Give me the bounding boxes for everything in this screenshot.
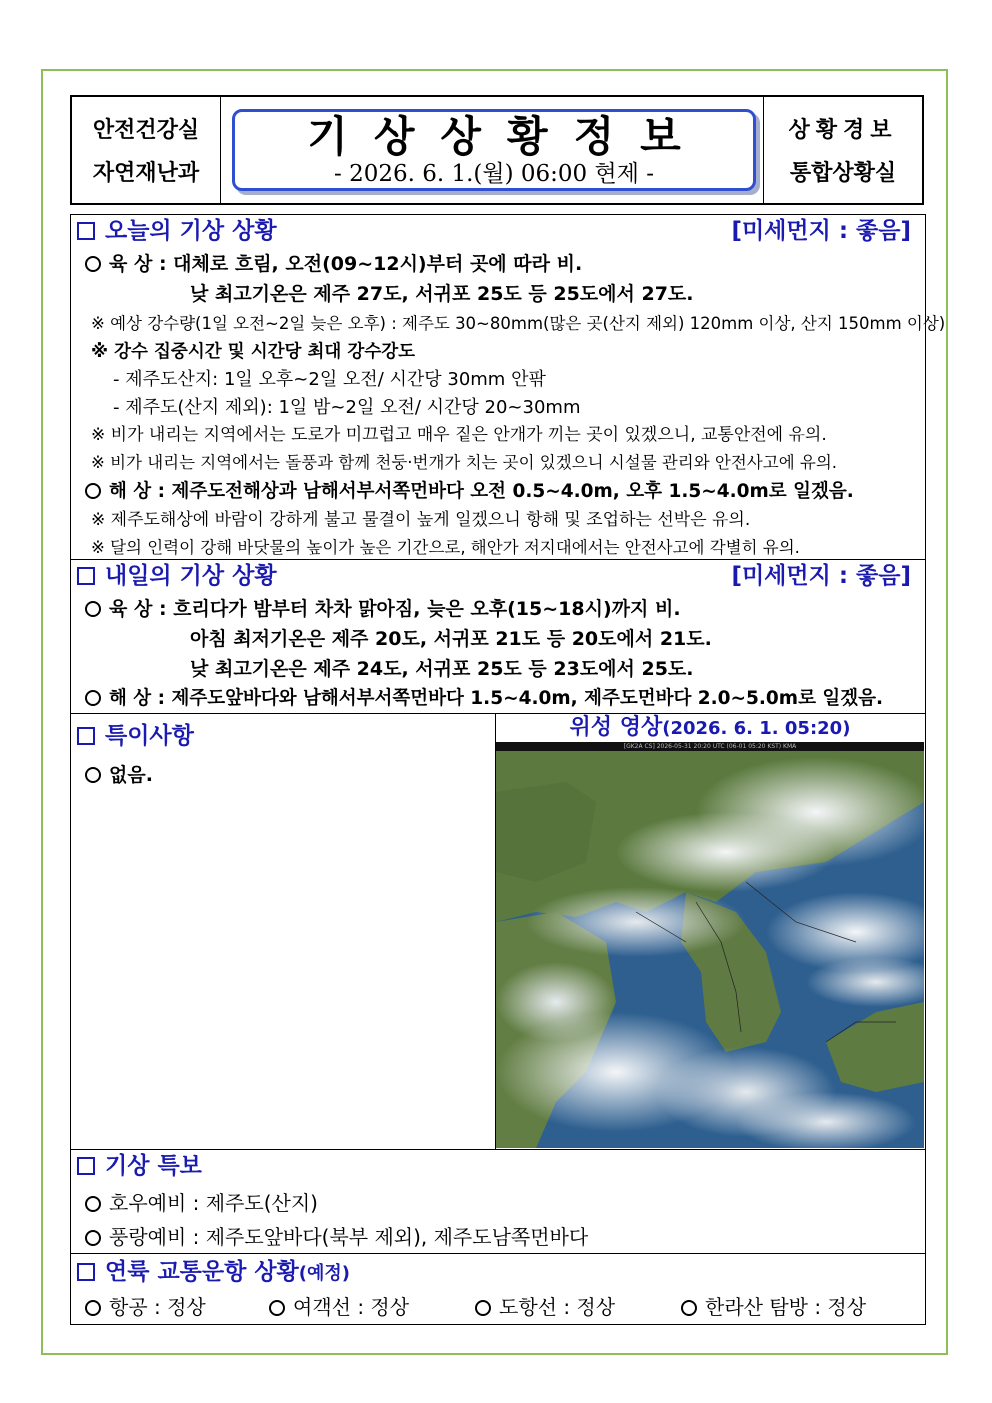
tomorrow-land-line3: 낮 최고기온은 제주 24도, 서귀포 25도 등 23도에서 25도. bbox=[190, 658, 694, 680]
special-title-text: 특이사항 bbox=[105, 723, 194, 749]
tomorrow-sea-row bbox=[85, 686, 883, 712]
satellite-title-text: 위성 영상 bbox=[569, 715, 663, 740]
department-block bbox=[72, 97, 221, 203]
office-line2: 통합상황실 bbox=[789, 161, 897, 186]
circle-bullet-icon bbox=[85, 690, 101, 706]
tomorrow-section bbox=[70, 559, 926, 714]
warnings-item2 bbox=[85, 1224, 588, 1250]
header-box bbox=[70, 95, 924, 205]
circle-bullet-icon bbox=[681, 1300, 697, 1316]
circle-bullet-icon bbox=[85, 1196, 101, 1212]
special-item-text: 없음. bbox=[109, 764, 153, 786]
transport-hallasan bbox=[681, 1294, 866, 1320]
circle-bullet-icon bbox=[85, 256, 101, 272]
transport-air bbox=[85, 1294, 206, 1320]
special-item bbox=[85, 762, 153, 788]
special-title bbox=[77, 722, 194, 750]
transport-port-text: 도항선 : 정상 bbox=[499, 1295, 616, 1319]
transport-title-suffix: (예정) bbox=[298, 1263, 350, 1284]
checkbox-square-icon bbox=[77, 1157, 95, 1175]
warnings-title bbox=[77, 1152, 202, 1180]
today-land-line2: 낮 최고기온은 제주 27도, 서귀포 25도 등 25도에서 27도. bbox=[190, 283, 694, 305]
today-land-line1: 대체로 흐림, 오전(09~12시)부터 곳에 따라 비. bbox=[173, 253, 583, 275]
checkbox-square-icon bbox=[77, 1263, 95, 1281]
transport-title bbox=[77, 1258, 350, 1288]
warnings-item1 bbox=[85, 1190, 318, 1216]
transport-ferry-text: 여객선 : 정상 bbox=[293, 1295, 410, 1319]
circle-bullet-icon bbox=[269, 1300, 285, 1316]
satellite-time: (2026. 6. 1. 05:20) bbox=[662, 718, 851, 739]
checkbox-square-icon bbox=[77, 727, 95, 745]
tomorrow-title-text: 내일의 기상 상황 bbox=[105, 563, 277, 589]
land-label: 육 상 : bbox=[109, 598, 167, 620]
satellite-title bbox=[496, 714, 924, 743]
today-dust: [미세먼지 : 좋음] bbox=[731, 218, 911, 244]
transport-ferry bbox=[269, 1294, 409, 1320]
checkbox-square-icon bbox=[77, 222, 95, 240]
page-title: 기상상황정보 bbox=[307, 112, 707, 161]
today-note-fog: ※ 비가 내리는 지역에서는 도로가 미끄럽고 매우 짙은 안개가 끼는 곳이 있겠으니, 교통안전에 유의. bbox=[91, 425, 827, 445]
tomorrow-sea-line: 제주도앞바다와 남해서부서쪽먼바다 1.5~4.0m, 제주도먼바다 2.0~5.0m로 일겠음. bbox=[171, 688, 884, 709]
today-note-wind: ※ 제주도해상에 바람이 강하게 불고 물결이 높게 일겠으니 항해 및 조업하는 선박은 유의. bbox=[91, 510, 751, 530]
land-label: 육 상 : bbox=[109, 253, 167, 275]
today-note-intense: ※ 강수 집중시간 및 시간당 최대 강수강도 bbox=[91, 342, 416, 362]
transport-port bbox=[475, 1294, 615, 1320]
department-line2: 자연재난과 bbox=[92, 161, 200, 186]
warnings-item1-text: 호우예비 : 제주도(산지) bbox=[109, 1191, 318, 1215]
department-line1: 안전건강실 bbox=[92, 118, 200, 143]
office-block bbox=[763, 97, 922, 203]
transport-air-text: 항공 : 정상 bbox=[109, 1295, 206, 1319]
today-note-tide: ※ 달의 인력이 강해 바닷물의 높이가 높은 기간으로, 해안가 저지대에서는 안전사고에 각별히 유의. bbox=[91, 538, 800, 557]
tomorrow-land-line2: 아침 최저기온은 제주 20도, 서귀포 21도 등 20도에서 21도. bbox=[190, 628, 712, 650]
tomorrow-land-line1: 흐리다가 밤부터 차차 맑아짐, 늦은 오후(15~18시)까지 비. bbox=[173, 598, 681, 620]
warnings-section bbox=[70, 1149, 926, 1254]
circle-bullet-icon bbox=[85, 1300, 101, 1316]
circle-bullet-icon bbox=[85, 483, 101, 499]
today-intense-1: - 제주도산지: 1일 오후~2일 오전/ 시간당 30mm 안팎 bbox=[113, 369, 546, 390]
circle-bullet-icon bbox=[475, 1300, 491, 1316]
tomorrow-dust: [미세먼지 : 좋음] bbox=[731, 563, 911, 589]
today-title bbox=[77, 217, 277, 245]
warnings-title-text: 기상 특보 bbox=[105, 1153, 202, 1179]
today-note-rain: ※ 예상 강수량(1일 오전~2일 늦은 오후) : 제주도 30~80mm(많은 곳(산지 제외) 120mm 이상, 산지 150mm 이상) bbox=[91, 314, 946, 333]
today-intense-2: - 제주도(산지 제외): 1일 밤~2일 오전/ 시간당 20~30mm bbox=[113, 397, 581, 418]
tomorrow-title bbox=[77, 562, 277, 590]
satellite-map bbox=[496, 742, 924, 1148]
today-sea-row bbox=[85, 479, 854, 505]
transport-hallasan-text: 한라산 탐방 : 정상 bbox=[705, 1295, 867, 1319]
sea-label: 해 상 : bbox=[109, 481, 166, 502]
transport-section bbox=[70, 1253, 926, 1325]
today-land-row bbox=[85, 251, 582, 277]
title-box bbox=[232, 109, 756, 191]
circle-bullet-icon bbox=[85, 1230, 101, 1246]
today-title-text: 오늘의 기상 상황 bbox=[105, 218, 277, 244]
office-line1: 상황경보 bbox=[788, 118, 898, 143]
circle-bullet-icon bbox=[85, 601, 101, 617]
circle-bullet-icon bbox=[85, 767, 101, 783]
satellite-banner: [GK2A CS] 2026-05-31 20:20 UTC (06-01 05:20 KST) KMA bbox=[496, 742, 924, 751]
warnings-item2-text: 풍랑예비 : 제주도앞바다(북부 제외), 제주도남쪽먼바다 bbox=[109, 1225, 589, 1249]
tomorrow-land-row bbox=[85, 596, 681, 622]
today-sea-line: 제주도전해상과 남해서부서쪽먼바다 오전 0.5~4.0m, 오후 1.5~4.0m로 일겠음. bbox=[171, 481, 854, 502]
page-subtitle: - 2026. 6. 1.(월) 06:00 현제 - bbox=[333, 161, 655, 187]
today-note-thunder: ※ 비가 내리는 지역에서는 돌풍과 함께 천둥·번개가 치는 곳이 있겠으니 시설물 관리와 안전사고에 유의. bbox=[91, 453, 837, 472]
transport-title-text: 연륙 교통운항 상황 bbox=[105, 1259, 299, 1285]
satellite-image bbox=[496, 742, 924, 1148]
sea-label: 해 상 : bbox=[109, 688, 166, 709]
checkbox-square-icon bbox=[77, 567, 95, 585]
today-section bbox=[70, 214, 946, 560]
